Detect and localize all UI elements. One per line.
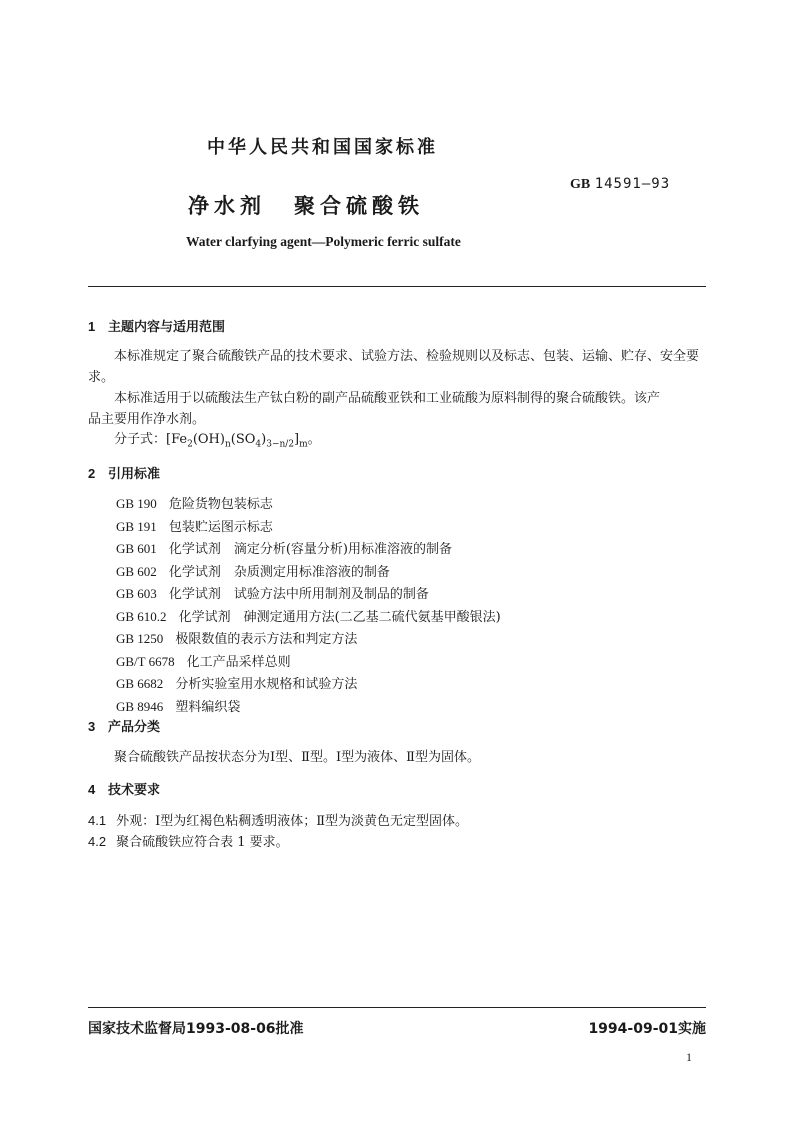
reference-item — [116, 516, 273, 535]
formula-label: 分子式： — [114, 432, 167, 447]
reference-title: 塑料编织袋 — [175, 699, 241, 715]
reference-title: 化学试剂 试验方法中所用制剂及制品的制备 — [168, 587, 429, 602]
document-title-en: Water clarfying agent—Polymeric ferric sulfate — [186, 234, 461, 249]
section-1-title: 主题内容与适用范围 — [108, 320, 226, 335]
reference-item — [116, 493, 273, 512]
reference-code: GB/T 6678 — [116, 653, 175, 669]
standard-code-number: 14591—93 — [594, 176, 671, 192]
requirement-text: 外观：Ⅰ型为红褐色粘稠透明液体；Ⅱ型为淡黄色无定型固体。 — [116, 814, 469, 829]
reference-code: GB 603 — [116, 586, 157, 601]
reference-item — [116, 628, 357, 647]
section-3-title: 产品分类 — [108, 720, 161, 735]
formula-expression: $[Fe_2(OH)_n(SO_4)_{3-n/2}]_m$。 — [166, 432, 321, 450]
requirement-item — [88, 810, 468, 829]
requirement-item — [88, 831, 289, 850]
s3-text: 聚合硫酸铁产品按状态分为Ⅰ型、Ⅱ型。Ⅰ型为液体、Ⅱ型为固体。 — [114, 750, 480, 765]
reference-item — [116, 561, 390, 580]
document-title-cn — [188, 190, 424, 220]
page-number: 1 — [686, 1050, 692, 1064]
reference-item — [116, 583, 429, 602]
reference-title: 包装贮运图示标志 — [168, 519, 273, 535]
section-2-title: 引用标准 — [108, 467, 161, 482]
section-2-heading — [88, 463, 160, 482]
standard-code — [570, 176, 670, 193]
reference-title: 危险货物包装标志 — [168, 497, 273, 512]
footer-divider — [88, 1007, 706, 1008]
section-3-number: 3 — [88, 719, 96, 734]
molecular-formula — [114, 428, 321, 450]
requirement-text: 聚合硫酸铁应符合表 1 要求。 — [116, 835, 289, 850]
reference-code: GB 1250 — [116, 631, 164, 646]
reference-code: GB 191 — [116, 518, 157, 534]
section-2-number: 2 — [88, 466, 96, 481]
section-1-number: 1 — [88, 319, 96, 334]
section-1-heading — [88, 316, 225, 335]
title-cn-part1: 净水剂 — [188, 194, 266, 218]
reference-code: GB 602 — [116, 563, 157, 579]
section-4-number: 4 — [88, 782, 96, 797]
reference-code: GB 8946 — [116, 698, 164, 714]
s1-para1-line1: 本标准规定了聚合硫酸铁产品的技术要求、试验方法、检验规则以及标志、包装、运输、贮存、安全要 — [114, 349, 700, 364]
reference-item — [116, 606, 501, 625]
section-4-title: 技术要求 — [108, 783, 161, 798]
implementation-date: 1994-09-01实施 — [588, 1021, 706, 1037]
section-3-heading — [88, 716, 160, 735]
reference-code: GB 610.2 — [116, 608, 167, 624]
requirement-number: 4.2 — [88, 834, 107, 849]
reference-title: 化工产品采样总则 — [186, 654, 291, 670]
reference-item — [116, 651, 291, 670]
s1-para2-line1: 本标准适用于以硫酸法生产钛白粉的副产品硫酸亚铁和工业硫酸为原料制得的聚合硫酸铁。该产 — [114, 391, 661, 406]
reference-item — [116, 538, 452, 557]
reference-title: 化学试剂 砷测定通用方法(二乙基二硫代氨基甲酸银法) — [178, 609, 501, 625]
section-4-heading — [88, 779, 160, 798]
s1-para1-line2: 求。 — [88, 370, 115, 385]
reference-code: GB 6682 — [116, 676, 164, 691]
reference-item — [116, 696, 240, 715]
reference-code: GB 601 — [116, 541, 157, 556]
reference-code: GB 190 — [116, 496, 157, 511]
reference-title: 分析实验室用水规格和试验方法 — [175, 677, 358, 692]
reference-title: 化学试剂 滴定分析(容量分析)用标准溶液的制备 — [168, 542, 452, 557]
national-standard-heading: 中华人民共和国国家标准 — [207, 137, 438, 158]
reference-item — [116, 673, 357, 692]
title-cn-part2: 聚合硫酸铁 — [294, 194, 424, 218]
requirement-number: 4.1 — [88, 813, 107, 828]
approval-date: 国家技术监督局1993-08-06批准 — [88, 1021, 304, 1037]
reference-title: 化学试剂 杂质测定用标准溶液的制备 — [168, 564, 390, 580]
standard-code-prefix: GB — [570, 177, 591, 192]
s1-para2-line2: 品主要用作净水剂。 — [88, 412, 206, 427]
header-divider — [88, 286, 706, 287]
reference-title: 极限数值的表示方法和判定方法 — [175, 632, 358, 647]
